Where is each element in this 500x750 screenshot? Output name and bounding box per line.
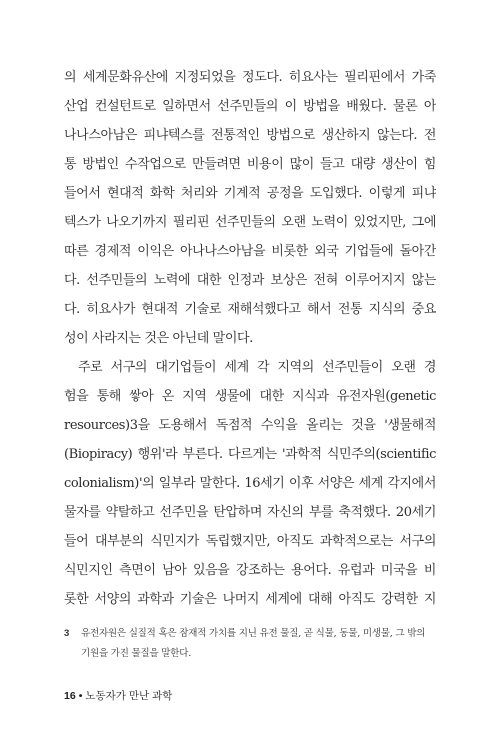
body-line: 다. 선주민들의 노력에 대한 인정과 보상은 전혀 이루어지지 않는 xyxy=(64,273,436,288)
body-text xyxy=(64,63,436,614)
body-line: 나나스아남은 피냐텍스를 전통적인 방법으로 생산하지 않는다. 전 xyxy=(64,128,436,143)
body-line: 텍스가 나오기까지 필리핀 선주민들의 오랜 노력이 있었지만, 그에 xyxy=(64,215,436,230)
body-line: 산업 컨설턴트로 일하면서 선주민들의 이 방법을 배웠다. 물론 아 xyxy=(64,99,436,114)
body-line: 통 방법인 수작업으로 만들려면 비용이 많이 들고 대량 생산이 힘 xyxy=(64,157,436,172)
body-line: 물자를 약탈하고 선주민을 탄압하며 자신의 부를 축적했다. 20세기 xyxy=(64,505,436,520)
page-footer xyxy=(64,688,172,703)
page-number: 16 xyxy=(64,690,76,702)
footer-separator: • xyxy=(78,690,83,702)
footnote-text-line: 기원을 가진 물질을 말한다. xyxy=(81,648,192,659)
footnote-number: 3 xyxy=(64,628,70,639)
body-line: 의 세계문화유산에 지정되었을 정도다. 히요사는 필리핀에서 가죽 xyxy=(64,70,436,85)
body-line: 들어 대부분의 식민지가 독립했지만, 아직도 과학적으로는 서구의 xyxy=(64,534,436,549)
body-line: colonialism)'의 일부라 말한다. 16세기 이후 서양은 세계 각지에서 xyxy=(64,476,436,491)
body-line: 식민지인 측면이 남아 있음을 강조하는 용어다. 유럽과 미국을 비 xyxy=(64,563,436,578)
body-line: 따른 경제적 이익은 아나나스아남을 비롯한 외국 기업들에 돌아간 xyxy=(64,244,436,259)
footnote-text-line: 유전자원은 실질적 혹은 잠재적 가치를 지닌 유전 물질, 곧 식물, 동물, 미생물, 그 밖의 xyxy=(81,628,426,639)
body-line: 롯한 서양의 과학과 기술은 나머지 세계에 대해 아직도 강력한 지 xyxy=(64,592,436,607)
body-line: 험을 통해 쌓아 온 지역 생물에 대한 지식과 유전자원(genetic xyxy=(64,389,436,404)
paragraph-end-line: 성이 사라지는 것은 아닌데 말이다. xyxy=(64,331,253,346)
body-line: 들어서 현대적 화학 처리와 기계적 공정을 도입했다. 이렇게 피냐 xyxy=(64,186,436,201)
body-line: (Biopiracy) 행위'라 부른다. 다르게는 '과학적 식민주의(scientific xyxy=(64,447,436,462)
body-line: 다. 히요사가 현대적 기술로 재해석했다고 해서 전통 지식의 중요 xyxy=(64,302,436,317)
paragraph-start-line: 주로 서구의 대기업들이 세계 각 지역의 선주민들이 오랜 경 xyxy=(78,360,436,375)
footnote-first-row xyxy=(64,624,436,644)
body-line: resources)3을 도용해서 독점적 수익을 올리는 것을 '생물해적 xyxy=(64,418,436,433)
book-title: 노동자가 만난 과학 xyxy=(85,690,173,702)
footnote xyxy=(64,624,436,664)
